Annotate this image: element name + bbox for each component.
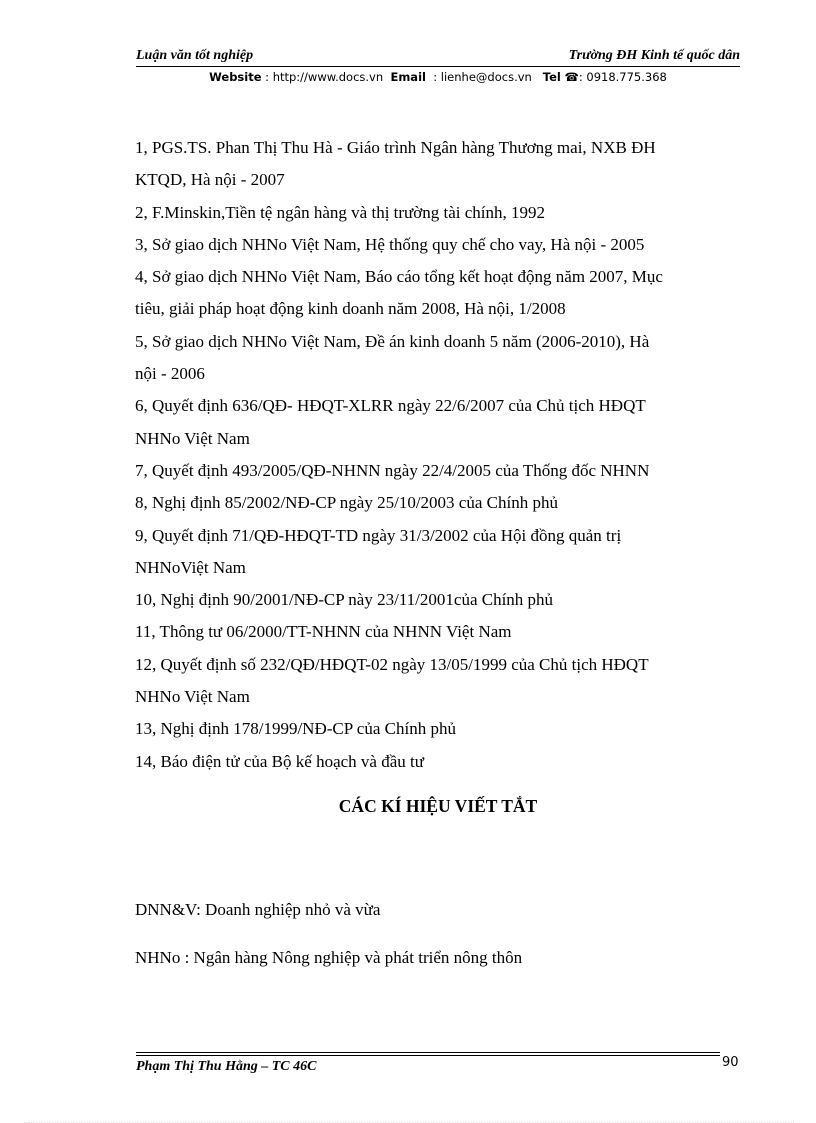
reference-line: nội - 2006 (135, 364, 205, 384)
reference-line: 11, Thông tư 06/2000/TT-NHNN của NHNN Việt Nam (135, 622, 512, 642)
reference-line: 1, PGS.TS. Phan Thị Thu Hà - Giáo trình Ngân hàng Thương mai, NXB ĐH (135, 138, 656, 157)
email-label: Email (390, 70, 426, 84)
reference-line: NHNo Việt Nam (135, 687, 250, 707)
tel-value: : 0918.775.368 (578, 70, 667, 84)
reference-line: KTQD, Hà nội - 2007 (135, 170, 285, 190)
contact-line (136, 70, 740, 84)
phone-icon: ☎ (564, 70, 579, 84)
reference-line: 4, Sở giao dịch NHNo Việt Nam, Báo cáo tổng kết hoạt động năm 2007, Mục (135, 267, 663, 287)
header-university-label: Trường ĐH Kinh tế quốc dân (568, 48, 740, 63)
reference-line: tiêu, giải pháp hoạt động kinh doanh năm 2008, Hà nội, 1/2008 (135, 299, 566, 319)
website-label: Website (209, 70, 262, 84)
abbreviation-item: NHNo : Ngân hàng Nông nghiệp và phát triển nông thôn (135, 948, 523, 967)
abbreviations-heading: CÁC KÍ HIỆU VIẾT TẮT (338, 796, 538, 816)
references-list (135, 132, 745, 778)
reference-line: 7, Quyết định 493/2005/QĐ-NHNN ngày 22/4/2005 của Thống đốc NHNN (135, 460, 650, 480)
email-value: : lienhe@docs.vn (433, 70, 532, 84)
reference-line: 14, Báo điện tử của Bộ kế hoạch và đầu tư (135, 751, 424, 771)
abbreviation-item: DNN&V: Doanh nghiệp nhỏ và vừa (135, 900, 381, 919)
reference-line: NHNo Việt Nam (135, 428, 250, 448)
tel-label: Tel (542, 70, 561, 84)
reference-line: 6, Quyết định 636/QĐ- HĐQT-XLRR ngày 22/6/2007 của Chủ tịch HĐQT (135, 396, 646, 416)
reference-line: 12, Quyết định số 232/QĐ/HĐQT-02 ngày 13/05/1999 của Chủ tịch HĐQT (135, 654, 649, 674)
reference-line: 5, Sở giao dịch NHNo Việt Nam, Đề án kinh doanh 5 năm (2006-2010), Hà (135, 331, 650, 351)
website-value: : http://www.docs.vn (265, 70, 384, 84)
reference-line: 3, Sở giao dịch NHNo Việt Nam, Hệ thống quy chế cho vay, Hà nội - 2005 (135, 234, 645, 254)
reference-line: 13, Nghị định 178/1999/NĐ-CP của Chính phủ (135, 719, 456, 739)
footer-author: Phạm Thị Thu Hằng – TC 46C (136, 1059, 317, 1074)
reference-line: 2, F.Minskin,Tiền tệ ngân hàng và thị trường tài chính, 1992 (135, 202, 546, 222)
footer-divider (136, 1055, 720, 1056)
page-number: 90 (722, 1055, 739, 1070)
footer-divider (136, 1052, 720, 1053)
reference-line: 9, Quyết định 71/QĐ-HĐQT-TD ngày 31/3/2002 của Hội đồng quản trị (135, 525, 622, 545)
reference-line: NHNoViệt Nam (135, 557, 246, 577)
header-divider (136, 66, 740, 67)
reference-line: 8, Nghị định 85/2002/NĐ-CP ngày 25/10/2003 của Chính phủ (135, 493, 558, 513)
header-thesis-label: Luận văn tốt nghiệp (136, 48, 254, 63)
reference-line: 10, Nghị định 90/2001/NĐ-CP này 23/11/2001của Chính phủ (135, 590, 554, 610)
